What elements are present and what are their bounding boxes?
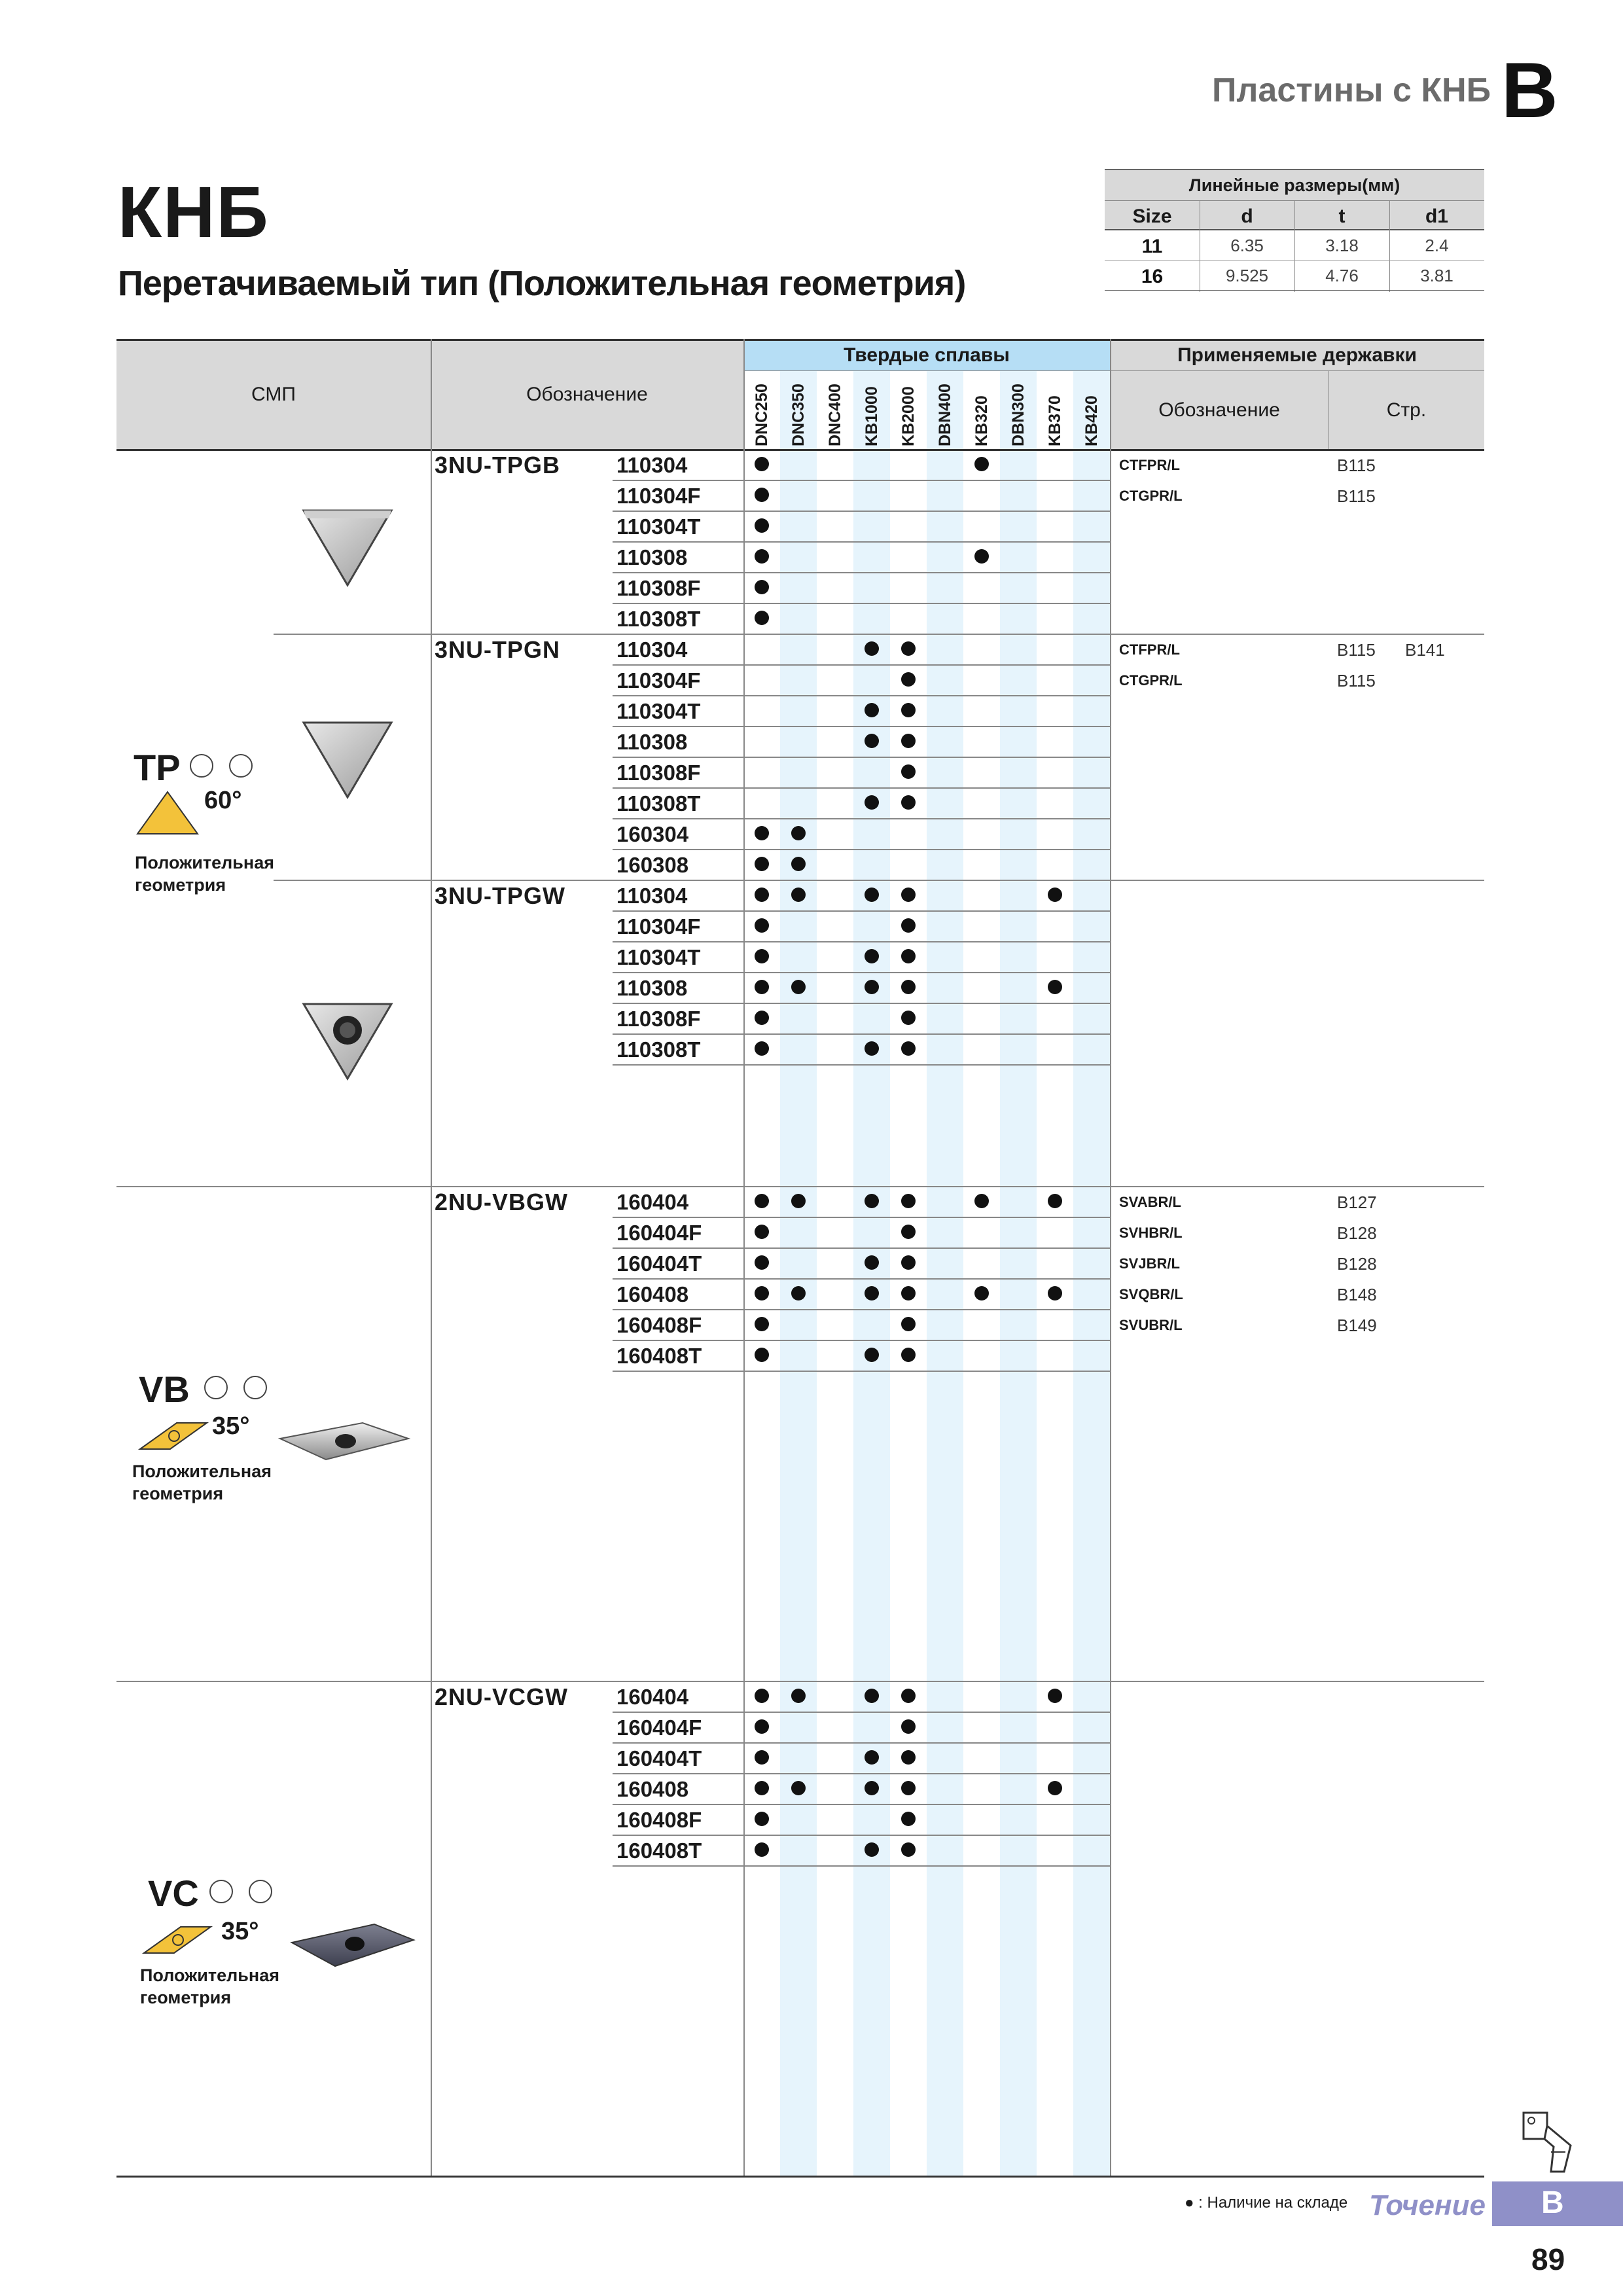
stock-dot [865, 641, 879, 656]
insert-photo-vcgw [289, 1920, 416, 1970]
insert-code: 110308F [616, 576, 701, 600]
stock-dot [1048, 980, 1062, 994]
holder-name: CTFPR/L [1119, 457, 1180, 473]
shape-code: TP [134, 747, 181, 788]
dims-cell: 4.76 [1325, 266, 1359, 285]
insert-code: 110304F [616, 668, 701, 692]
insert-code: 110304T [616, 699, 701, 723]
page-subtitle: Перетачиваемый тип (Положительная геометрия) [118, 264, 966, 303]
stock-dot [901, 795, 916, 810]
insert-code: 110304 [616, 637, 688, 662]
row-line [613, 941, 1110, 942]
stock-dot [901, 734, 916, 748]
row-line [613, 603, 1110, 604]
stock-dot [901, 1041, 916, 1056]
stock-dot [755, 611, 769, 625]
blank-circle-icon [209, 1880, 233, 1903]
holder-name: SVHBR/L [1119, 1225, 1183, 1241]
stock-dot [901, 1750, 916, 1765]
dims-col-header: d [1241, 206, 1253, 227]
insert-code: 110308T [616, 1037, 701, 1062]
row-line [613, 1033, 1110, 1035]
stock-dot [901, 1225, 916, 1239]
stock-dot [791, 1286, 806, 1300]
row-line [613, 572, 1110, 573]
stock-dot [755, 1348, 769, 1362]
stock-dot [791, 980, 806, 994]
insert-code: 160404 [616, 1685, 689, 1709]
col-divider-smp [431, 339, 432, 2176]
stock-dot [901, 764, 916, 779]
grade-header-dnc350: DNC350 [789, 384, 808, 446]
section-letter: B [1501, 46, 1558, 134]
stock-dot [755, 1750, 769, 1765]
stock-dot [755, 1719, 769, 1734]
insert-code: 160404T [616, 1746, 702, 1770]
stock-dot [901, 980, 916, 994]
rhombus-shape-icon [141, 1923, 213, 1957]
blank-circle-icon [204, 1376, 228, 1399]
stock-dot [791, 888, 806, 902]
row-line [613, 1340, 1110, 1341]
insert-code: 160308 [616, 853, 689, 877]
row-line [613, 1804, 1110, 1805]
row-line [613, 695, 1110, 696]
shape-code: VC [148, 1873, 199, 1914]
stock-dot [865, 888, 879, 902]
row-line [613, 664, 1110, 666]
dims-col-header: Size [1132, 206, 1172, 227]
insert-code: 160404F [616, 1715, 702, 1740]
stock-dot [755, 918, 769, 933]
blank-circle-icon [190, 754, 213, 778]
stock-dot [901, 1812, 916, 1826]
stock-dot [755, 1194, 769, 1208]
stock-dot [865, 1286, 879, 1300]
stock-dot [974, 549, 989, 564]
stock-dot [755, 1286, 769, 1300]
row-line [613, 1712, 1110, 1713]
holder-name: SVUBR/L [1119, 1317, 1183, 1333]
grade-header-kb2000: KB2000 [899, 386, 918, 446]
stock-dot [865, 795, 879, 810]
stock-dot [755, 1689, 769, 1703]
stock-dot [755, 1255, 769, 1270]
insert-code: 110304 [616, 884, 688, 908]
insert-code: 160408 [616, 1777, 689, 1801]
header-holders-caption: Применяемые державки [1177, 344, 1417, 366]
row-line [613, 1835, 1110, 1836]
stock-dot [791, 857, 806, 871]
holder-page: B128 [1337, 1254, 1377, 1274]
shape-code: VB [139, 1369, 190, 1410]
shape-angle: 35° [212, 1412, 250, 1440]
table-top-border [116, 339, 1484, 341]
row-line [613, 1742, 1110, 1744]
group-name: 3NU-TPGN [435, 636, 561, 663]
insert-code: 110308 [616, 730, 688, 754]
holder-page: B127 [1337, 1193, 1377, 1212]
grade-header-dnc400: DNC400 [826, 384, 844, 446]
row-line [613, 1247, 1110, 1249]
stock-dot [901, 918, 916, 933]
col-divider-holders [1110, 339, 1111, 2176]
table-bottom-border [116, 2176, 1484, 2178]
stock-dot [791, 1689, 806, 1703]
header-holders-page: Стр. [1386, 399, 1427, 421]
grade-header-dnc250: DNC250 [753, 384, 771, 446]
holder-page: B128 [1337, 1223, 1377, 1243]
stock-dot [1048, 1689, 1062, 1703]
turning-tool-icon [1512, 2106, 1584, 2178]
blank-circle-icon [229, 754, 253, 778]
insert-code: 110304F [616, 484, 701, 508]
triangle-shape-icon [135, 789, 200, 836]
insert-code: 160408T [616, 1839, 702, 1863]
grades-caption-line [743, 370, 1110, 371]
dims-cell: 6.35 [1230, 236, 1264, 255]
table-header-bottom [116, 449, 1484, 451]
row-line [613, 910, 1110, 912]
grade-column-stripe [780, 370, 817, 2176]
holder-name: CTFPR/L [1119, 641, 1180, 658]
row-line [613, 1773, 1110, 1774]
insert-code: 160408 [616, 1282, 689, 1306]
insert-code: 160404T [616, 1251, 702, 1276]
grade-column-stripe [1073, 370, 1110, 2176]
stock-dot [901, 1194, 916, 1208]
stock-dot [755, 826, 769, 840]
stock-dot [865, 1842, 879, 1857]
insert-photo-vbgw [277, 1419, 411, 1465]
stock-dot [901, 1317, 916, 1331]
stock-dot [755, 457, 769, 471]
blank-circle-icon [249, 1880, 272, 1903]
grade-column-stripe [927, 370, 963, 2176]
insert-code: 160404 [616, 1190, 689, 1214]
row-line [613, 480, 1110, 481]
row-line [613, 1003, 1110, 1004]
insert-code: 110308F [616, 761, 701, 785]
stock-dot [755, 549, 769, 564]
insert-code: 110308T [616, 791, 701, 816]
insert-code: 110304F [616, 914, 701, 939]
dims-cell: 9.525 [1225, 266, 1269, 285]
stock-dot [1048, 1286, 1062, 1300]
holder-page: B115 [1337, 486, 1376, 506]
stock-dot [901, 949, 916, 963]
row-line [613, 1371, 1110, 1372]
geometry-label: Положительная геометрия [135, 853, 274, 895]
grade-header-kb370: KB370 [1046, 395, 1064, 446]
stock-dot [865, 1255, 879, 1270]
insert-code: 110308 [616, 976, 688, 1000]
row-line [613, 818, 1110, 819]
page-number: 89 [1531, 2242, 1565, 2276]
row-line [613, 1217, 1110, 1218]
insert-photo-tpgw [298, 999, 397, 1084]
stock-dot [755, 857, 769, 871]
header-grades-caption: Твердые сплавы [844, 344, 1010, 366]
dims-col-header: t [1338, 206, 1346, 227]
holder-name: SVABR/L [1119, 1194, 1181, 1210]
stock-dot [901, 1348, 916, 1362]
stock-dot [901, 888, 916, 902]
row-line [613, 1865, 1110, 1867]
insert-code: 160404F [616, 1221, 702, 1245]
stock-dot [865, 1041, 879, 1056]
stock-dot [865, 949, 879, 963]
geometry-label: Положительная геометрия [132, 1462, 272, 1503]
stock-dot [755, 488, 769, 502]
stock-dot [901, 641, 916, 656]
stock-dot [791, 1781, 806, 1795]
group-name: 3NU-TPGW [435, 882, 565, 909]
holder-page: B115 [1337, 671, 1376, 691]
insert-code: 110308 [616, 545, 688, 569]
insert-code: 110308T [616, 607, 701, 631]
stock-dot [974, 1194, 989, 1208]
stock-dot [791, 826, 806, 840]
grade-header-dbn400: DBN400 [936, 384, 954, 446]
row-line [613, 757, 1110, 758]
geometry-label: Положительная геометрия [140, 1965, 279, 2007]
holder-page: B115 [1337, 456, 1376, 475]
dims-col-header: d1 [1425, 206, 1448, 227]
holder-page: B148 [1337, 1285, 1377, 1304]
grade-header-kb1000: KB1000 [863, 386, 881, 446]
row-line [613, 634, 1110, 635]
insert-code: 160408F [616, 1313, 702, 1337]
stock-dot [755, 580, 769, 594]
stock-dot [901, 1719, 916, 1734]
row-line [613, 541, 1110, 543]
grade-header-kb420: KB420 [1082, 395, 1101, 446]
section-title: Пластины с КНБ [1212, 71, 1491, 109]
stock-legend: ● : Наличие на складе [1185, 2194, 1348, 2212]
holder-page: B141 [1405, 640, 1445, 660]
dims-cell: 11 [1141, 236, 1163, 257]
stock-dot [865, 980, 879, 994]
stock-dot [755, 888, 769, 902]
holders-caption-line [1110, 370, 1484, 371]
row-line [613, 1064, 1110, 1066]
stock-dot [755, 1011, 769, 1025]
stock-dot [755, 1041, 769, 1056]
col-divider-designation [743, 339, 745, 2176]
header-designation: Обозначение [526, 384, 648, 405]
stock-dot [901, 1255, 916, 1270]
section-divider [116, 1186, 1484, 1187]
row-line [613, 1278, 1110, 1280]
stock-dot [901, 672, 916, 687]
insert-code: 160408F [616, 1808, 702, 1832]
dims-cell: 2.4 [1425, 236, 1449, 255]
stock-dot [755, 1812, 769, 1826]
section-divider [116, 1681, 1484, 1682]
row-line [613, 1309, 1110, 1310]
insert-code: 160408T [616, 1344, 702, 1368]
row-line [613, 849, 1110, 850]
holder-name: CTGPR/L [1119, 672, 1183, 689]
holder-name: SVJBR/L [1119, 1255, 1180, 1272]
stock-dot [901, 1011, 916, 1025]
dims-cell: 3.18 [1325, 236, 1359, 255]
stock-dot [865, 1348, 879, 1362]
grade-column-stripe [1000, 370, 1037, 2176]
header-holders-designation: Обозначение [1158, 399, 1280, 421]
insert-code: 110304 [616, 453, 688, 477]
row-line [613, 511, 1110, 512]
rhombus-shape-icon [137, 1419, 209, 1453]
footer-section-letter: B [1541, 2185, 1564, 2220]
dims-cell: 3.81 [1420, 266, 1454, 285]
stock-dot [901, 1689, 916, 1703]
stock-dot [1048, 1194, 1062, 1208]
dims-cell: 16 [1141, 266, 1164, 287]
stock-dot [865, 1781, 879, 1795]
stock-dot [755, 1781, 769, 1795]
stock-dot [791, 1194, 806, 1208]
stock-dot [1048, 888, 1062, 902]
stock-dot [865, 734, 879, 748]
holder-page: B115 [1337, 640, 1376, 660]
stock-dot [865, 1750, 879, 1765]
shape-angle: 60° [204, 787, 242, 814]
insert-code: 110304T [616, 514, 701, 539]
stock-dot [901, 1842, 916, 1857]
stock-dot [901, 703, 916, 717]
stock-dot [1048, 1781, 1062, 1795]
grade-header-dbn300: DBN300 [1009, 384, 1027, 446]
stock-dot [865, 1194, 879, 1208]
stock-dot [755, 980, 769, 994]
blank-circle-icon [243, 1376, 267, 1399]
row-line [613, 880, 1110, 881]
stock-dot [755, 1842, 769, 1857]
grade-header-kb320: KB320 [972, 395, 991, 446]
row-line [613, 726, 1110, 727]
page-title: КНБ [118, 172, 270, 253]
stock-dot [901, 1781, 916, 1795]
group-name: 3NU-TPGB [435, 452, 561, 478]
dims-caption: Линейные размеры(мм) [1188, 175, 1400, 195]
stock-dot [865, 703, 879, 717]
stock-dot [755, 1317, 769, 1331]
holder-name: SVQBR/L [1119, 1286, 1183, 1302]
stock-dot [974, 1286, 989, 1300]
stock-dot [865, 1689, 879, 1703]
stock-dot [901, 1286, 916, 1300]
stock-dot [974, 457, 989, 471]
shape-angle: 35° [221, 1918, 259, 1945]
holder-name: CTGPR/L [1119, 488, 1183, 504]
group-name: 2NU-VCGW [435, 1683, 568, 1710]
insert-photo-tpgn [298, 717, 397, 802]
insert-photo-tpgb [298, 505, 397, 590]
stock-dot [755, 518, 769, 533]
insert-code: 110308F [616, 1007, 701, 1031]
stock-dot [755, 949, 769, 963]
header-smp: СМП [251, 384, 296, 405]
insert-code: 160304 [616, 822, 689, 846]
footer-section-name: Точение [1369, 2189, 1486, 2221]
holder-page: B149 [1337, 1316, 1377, 1335]
row-line [613, 972, 1110, 973]
group-name: 2NU-VBGW [435, 1189, 568, 1215]
row-line [613, 787, 1110, 789]
insert-code: 110304T [616, 945, 701, 969]
stock-dot [755, 1225, 769, 1239]
